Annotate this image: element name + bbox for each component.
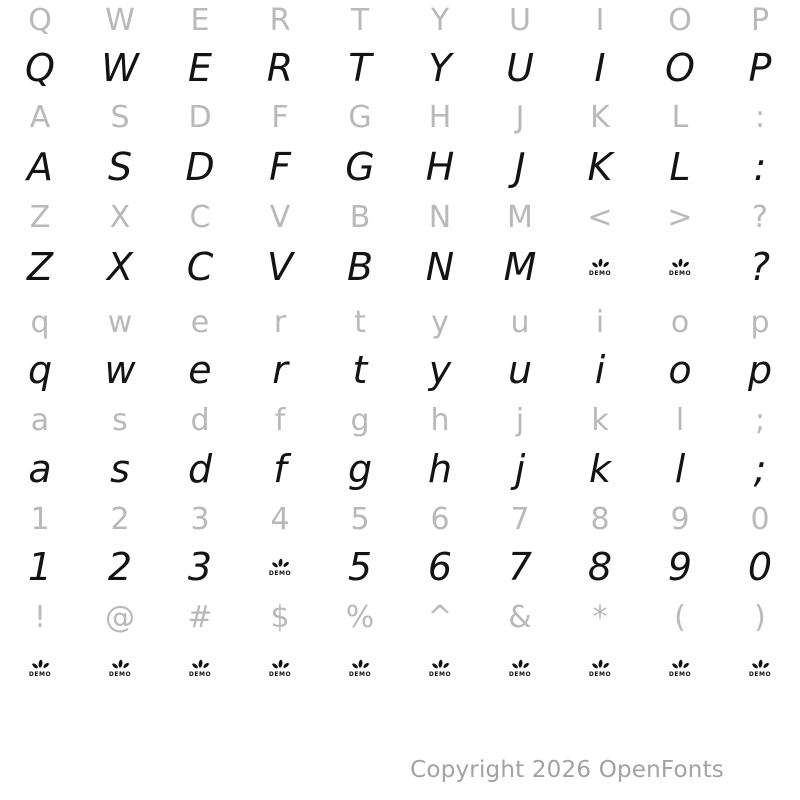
demo-placeholder-glyph bbox=[589, 659, 611, 678]
glyph-cell: O bbox=[668, 2, 692, 38]
glyph-cell: 9 bbox=[670, 501, 690, 537]
glyph-cell: < bbox=[587, 199, 613, 235]
demo-placeholder-glyph bbox=[269, 558, 291, 577]
glyph-cell: 4 bbox=[270, 501, 290, 537]
glyph-cell: $ bbox=[270, 599, 290, 635]
glyph-cell: 9 bbox=[667, 545, 693, 589]
glyph-cell: g bbox=[347, 447, 373, 491]
glyph-cell: s bbox=[112, 402, 128, 438]
fleuron-ornament-icon bbox=[590, 258, 611, 270]
demo-label: DEMO bbox=[588, 269, 612, 277]
demo-label: DEMO bbox=[268, 569, 292, 577]
copyright-notice: Copyright 2026 OpenFonts bbox=[410, 757, 724, 783]
demo-label: DEMO bbox=[668, 670, 692, 678]
demo-label: DEMO bbox=[268, 670, 292, 678]
fleuron-ornament-icon bbox=[190, 659, 211, 671]
demo-placeholder-glyph bbox=[509, 659, 531, 678]
glyph-cell: e bbox=[188, 348, 212, 392]
glyph-cell: H bbox=[428, 99, 452, 135]
glyph-cell: Y bbox=[430, 2, 450, 38]
glyph-cell: J bbox=[515, 99, 525, 135]
fleuron-ornament-icon bbox=[430, 659, 451, 671]
demo-glyph-cell bbox=[240, 643, 320, 693]
glyph-cell: E bbox=[187, 46, 212, 90]
glyph-cell: ; bbox=[753, 447, 767, 491]
glyph-cell: E bbox=[190, 2, 210, 38]
glyph-cell: ) bbox=[754, 599, 766, 635]
glyph-cell: 8 bbox=[587, 545, 613, 589]
fleuron-ornament-icon bbox=[270, 659, 291, 671]
demo-glyph-cell bbox=[480, 643, 560, 693]
specimen-row-uppercase-asdf bbox=[0, 142, 800, 192]
glyph-cell: 7 bbox=[507, 545, 533, 589]
demo-label: DEMO bbox=[668, 269, 692, 277]
glyph-cell: U bbox=[506, 46, 534, 90]
glyph-cell: y bbox=[428, 348, 452, 392]
demo-placeholder-glyph bbox=[189, 659, 211, 678]
glyph-cell: q bbox=[27, 348, 53, 392]
glyph-cell: & bbox=[508, 599, 532, 635]
glyph-cell: V bbox=[267, 245, 293, 289]
demo-glyph-cell bbox=[560, 242, 640, 292]
reference-row-symbols bbox=[0, 592, 800, 642]
glyph-cell: Z bbox=[29, 199, 51, 235]
glyph-cell: P bbox=[750, 2, 770, 38]
glyph-cell: 1 bbox=[27, 545, 53, 589]
glyph-cell: J bbox=[514, 145, 526, 189]
glyph-cell: N bbox=[425, 245, 455, 289]
glyph-cell: 6 bbox=[427, 545, 453, 589]
glyph-cell: 3 bbox=[187, 545, 213, 589]
glyph-cell: 8 bbox=[590, 501, 610, 537]
demo-label: DEMO bbox=[508, 670, 532, 678]
glyph-cell: ^ bbox=[427, 599, 453, 635]
glyph-cell: q bbox=[30, 304, 50, 340]
glyph-cell: d bbox=[187, 447, 213, 491]
specimen-row-symbols bbox=[0, 643, 800, 693]
glyph-cell: @ bbox=[105, 599, 135, 635]
glyph-cell: o bbox=[670, 304, 690, 340]
glyph-cell: r bbox=[273, 304, 287, 340]
demo-placeholder-glyph bbox=[349, 659, 371, 678]
glyph-cell: f bbox=[274, 402, 286, 438]
glyph-cell: W bbox=[105, 2, 135, 38]
glyph-cell: A bbox=[27, 145, 53, 189]
glyph-cell: N bbox=[428, 199, 452, 235]
demo-label: DEMO bbox=[108, 670, 132, 678]
specimen-row-lowercase-asdf bbox=[0, 444, 800, 494]
glyph-cell: W bbox=[101, 46, 139, 90]
glyph-cell: C bbox=[189, 199, 211, 235]
glyph-cell: % bbox=[345, 599, 375, 635]
demo-glyph-cell bbox=[720, 643, 800, 693]
demo-placeholder-glyph bbox=[669, 258, 691, 277]
glyph-cell: V bbox=[269, 199, 291, 235]
glyph-cell: w bbox=[104, 348, 136, 392]
glyph-cell: t bbox=[352, 348, 368, 392]
glyph-cell: 7 bbox=[510, 501, 530, 537]
glyph-cell: 1 bbox=[30, 501, 50, 537]
demo-label: DEMO bbox=[588, 670, 612, 678]
glyph-cell: X bbox=[109, 199, 131, 235]
fleuron-ornament-icon bbox=[670, 258, 691, 270]
glyph-cell: k bbox=[591, 402, 609, 438]
demo-placeholder-glyph bbox=[749, 659, 771, 678]
reference-row-digits bbox=[0, 494, 800, 544]
glyph-cell: F bbox=[269, 145, 291, 189]
glyph-cell: ; bbox=[754, 402, 766, 438]
demo-placeholder-glyph bbox=[29, 659, 51, 678]
glyph-cell: O bbox=[665, 46, 695, 90]
glyph-cell: 5 bbox=[350, 501, 370, 537]
demo-placeholder-glyph bbox=[429, 659, 451, 678]
fleuron-ornament-icon bbox=[110, 659, 131, 671]
fleuron-ornament-icon bbox=[270, 558, 291, 570]
glyph-cell: K bbox=[587, 145, 613, 189]
glyph-cell: ? bbox=[749, 245, 771, 289]
demo-glyph-cell bbox=[80, 643, 160, 693]
glyph-cell: U bbox=[509, 2, 531, 38]
demo-placeholder-glyph bbox=[269, 659, 291, 678]
glyph-cell: S bbox=[110, 99, 130, 135]
glyph-cell: 6 bbox=[430, 501, 450, 537]
glyph-cell: r bbox=[272, 348, 288, 392]
demo-label: DEMO bbox=[748, 670, 772, 678]
glyph-cell: L bbox=[671, 99, 689, 135]
fleuron-ornament-icon bbox=[30, 659, 51, 671]
glyph-cell: I bbox=[595, 2, 605, 38]
glyph-cell: D bbox=[188, 99, 212, 135]
glyph-cell: G bbox=[345, 145, 375, 189]
reference-row-uppercase-qwerty bbox=[0, 0, 800, 45]
glyph-cell: j bbox=[514, 447, 526, 491]
glyph-cell: t bbox=[354, 304, 366, 340]
glyph-cell: j bbox=[515, 402, 525, 438]
specimen-row-uppercase-qwerty bbox=[0, 43, 800, 93]
glyph-cell: ( bbox=[674, 599, 686, 635]
glyph-cell: # bbox=[187, 599, 213, 635]
glyph-cell: p bbox=[750, 304, 770, 340]
demo-label: DEMO bbox=[28, 670, 52, 678]
glyph-cell: L bbox=[669, 145, 691, 189]
glyph-cell: I bbox=[594, 46, 606, 90]
glyph-cell: l bbox=[674, 447, 686, 491]
glyph-cell: Q bbox=[25, 46, 55, 90]
demo-placeholder-glyph bbox=[669, 659, 691, 678]
glyph-cell: 0 bbox=[750, 501, 770, 537]
demo-glyph-cell bbox=[400, 643, 480, 693]
glyph-cell: M bbox=[503, 245, 537, 289]
glyph-cell: 5 bbox=[347, 545, 373, 589]
demo-glyph-cell bbox=[640, 643, 720, 693]
demo-glyph-cell bbox=[240, 542, 320, 592]
glyph-cell: H bbox=[425, 145, 455, 189]
reference-row-lowercase-asdf bbox=[0, 395, 800, 445]
glyph-cell: B bbox=[349, 199, 371, 235]
glyph-cell: : bbox=[753, 145, 767, 189]
glyph-cell: a bbox=[28, 447, 52, 491]
fleuron-ornament-icon bbox=[590, 659, 611, 671]
glyph-cell: p bbox=[747, 348, 773, 392]
glyph-cell: M bbox=[507, 199, 533, 235]
glyph-cell: i bbox=[595, 304, 605, 340]
glyph-cell: T bbox=[348, 46, 372, 90]
specimen-row-digits bbox=[0, 542, 800, 592]
glyph-cell: Z bbox=[26, 245, 54, 289]
demo-label: DEMO bbox=[348, 670, 372, 678]
glyph-cell: h bbox=[430, 402, 450, 438]
glyph-cell: f bbox=[273, 447, 287, 491]
specimen-row-uppercase-zxcv bbox=[0, 242, 800, 292]
demo-label: DEMO bbox=[188, 670, 212, 678]
glyph-cell: 0 bbox=[747, 545, 773, 589]
glyph-cell: l bbox=[675, 402, 685, 438]
demo-label: DEMO bbox=[428, 670, 452, 678]
glyph-cell: C bbox=[186, 245, 214, 289]
glyph-cell: h bbox=[427, 447, 453, 491]
fleuron-ornament-icon bbox=[670, 659, 691, 671]
glyph-cell: ! bbox=[33, 599, 47, 635]
glyph-cell: R bbox=[266, 46, 294, 90]
glyph-cell: S bbox=[107, 145, 133, 189]
glyph-cell: i bbox=[594, 348, 606, 392]
glyph-cell: A bbox=[29, 99, 51, 135]
reference-row-uppercase-zxcv bbox=[0, 192, 800, 242]
glyph-cell: ? bbox=[752, 199, 768, 235]
glyph-cell: k bbox=[588, 447, 611, 491]
fleuron-ornament-icon bbox=[350, 659, 371, 671]
demo-glyph-cell bbox=[0, 643, 80, 693]
glyph-cell: : bbox=[754, 99, 766, 135]
glyph-cell: 2 bbox=[107, 545, 133, 589]
glyph-cell: u bbox=[507, 348, 533, 392]
demo-glyph-cell bbox=[560, 643, 640, 693]
fleuron-ornament-icon bbox=[510, 659, 531, 671]
demo-placeholder-glyph bbox=[109, 659, 131, 678]
glyph-cell: D bbox=[185, 145, 215, 189]
reference-row-lowercase-qwerty bbox=[0, 297, 800, 347]
glyph-cell: Q bbox=[28, 2, 52, 38]
glyph-cell: s bbox=[110, 447, 130, 491]
glyph-cell: > bbox=[667, 199, 693, 235]
glyph-cell: u bbox=[510, 304, 530, 340]
glyph-cell: F bbox=[271, 99, 289, 135]
demo-glyph-cell bbox=[320, 643, 400, 693]
glyph-cell: g bbox=[350, 402, 370, 438]
demo-glyph-cell bbox=[640, 242, 720, 292]
demo-placeholder-glyph bbox=[589, 258, 611, 277]
glyph-cell: Y bbox=[428, 46, 452, 90]
demo-glyph-cell bbox=[160, 643, 240, 693]
fleuron-ornament-icon bbox=[750, 659, 771, 671]
glyph-cell: G bbox=[348, 99, 372, 135]
glyph-cell: R bbox=[269, 2, 291, 38]
glyph-cell: e bbox=[190, 304, 210, 340]
glyph-cell: w bbox=[107, 304, 133, 340]
glyph-cell: a bbox=[30, 402, 50, 438]
glyph-cell: 3 bbox=[190, 501, 210, 537]
glyph-cell: d bbox=[190, 402, 210, 438]
glyph-cell: * bbox=[592, 599, 608, 635]
specimen-row-lowercase-qwerty bbox=[0, 345, 800, 395]
glyph-cell: B bbox=[346, 245, 374, 289]
glyph-cell: y bbox=[431, 304, 449, 340]
glyph-cell: X bbox=[106, 245, 134, 289]
glyph-cell: K bbox=[590, 99, 610, 135]
glyph-cell: T bbox=[350, 2, 370, 38]
glyph-cell: P bbox=[748, 46, 772, 90]
glyph-cell: o bbox=[668, 348, 692, 392]
glyph-cell: 2 bbox=[110, 501, 130, 537]
reference-row-uppercase-asdf bbox=[0, 92, 800, 142]
